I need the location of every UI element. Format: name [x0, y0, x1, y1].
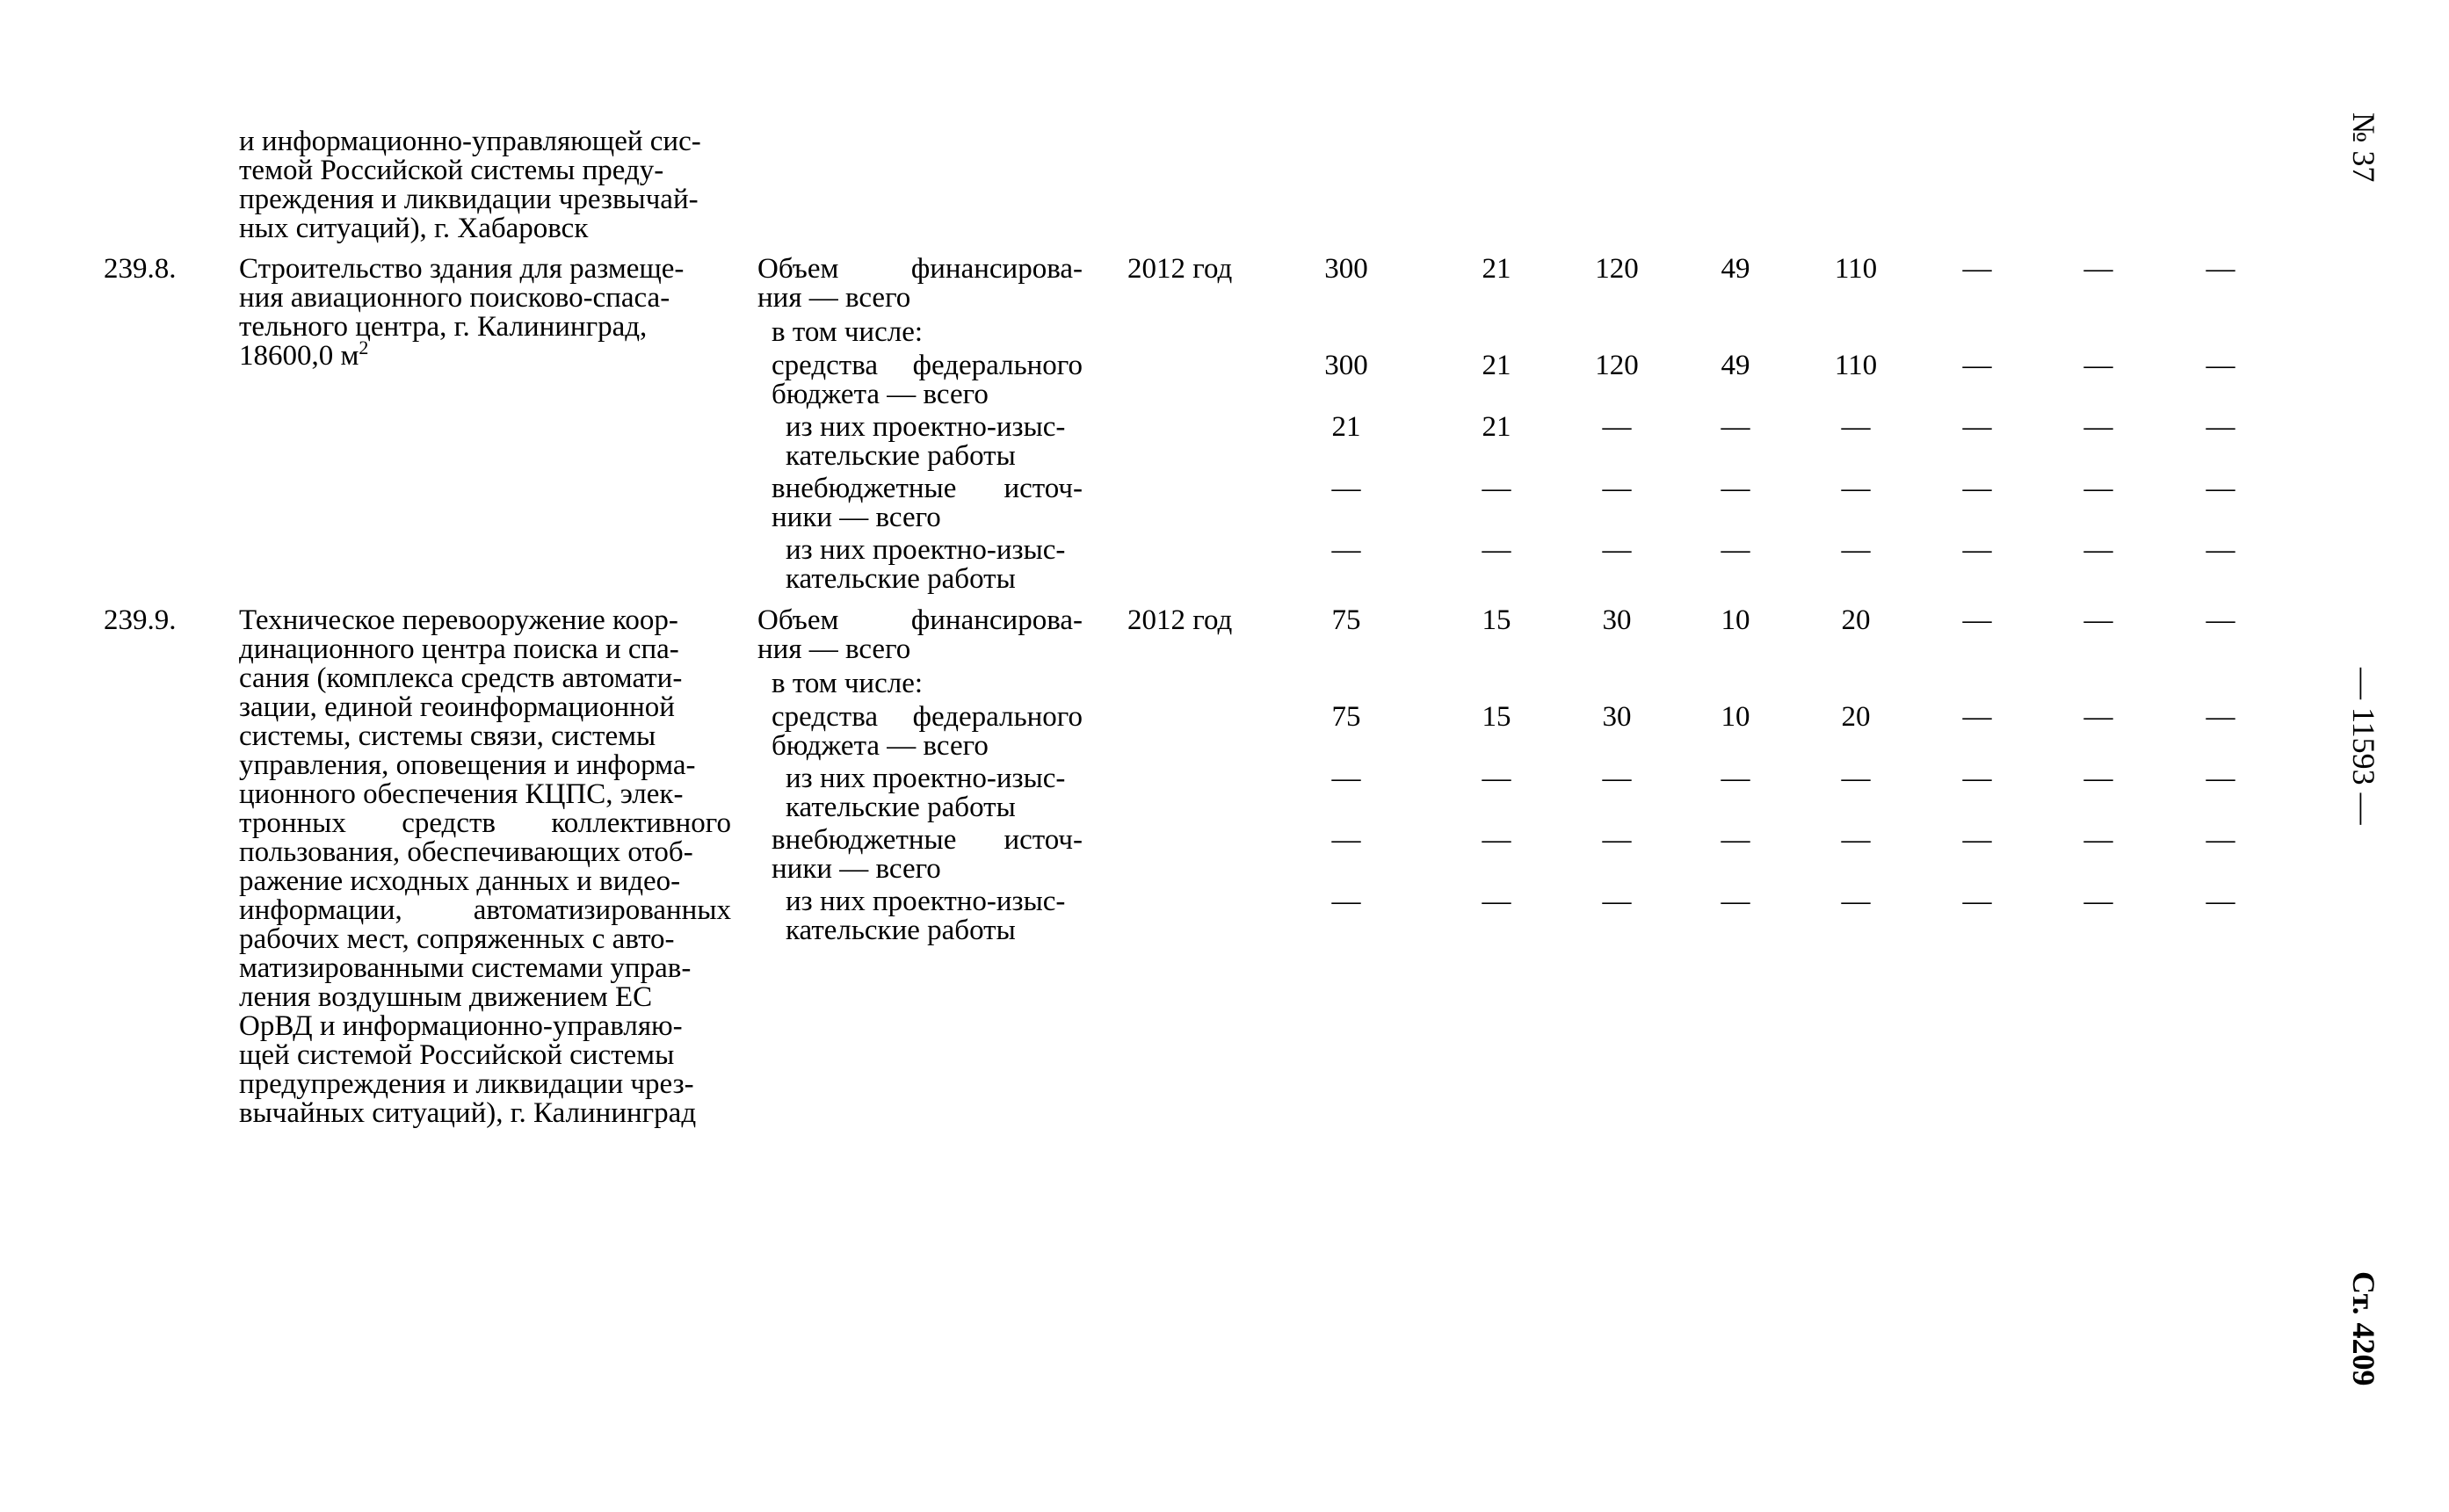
value-cell: —	[1721, 411, 1750, 443]
value-cell: —	[2083, 253, 2113, 285]
value-cell: —	[1482, 824, 1511, 856]
value-cell: 300	[1324, 350, 1368, 381]
value-cell: —	[2083, 824, 2113, 856]
value-cell: 30	[1602, 604, 1632, 636]
value-cell: —	[1482, 886, 1511, 917]
value-cell: —	[2083, 701, 2113, 733]
value-cell: 21	[1331, 411, 1361, 443]
value-cell: —	[1721, 473, 1750, 504]
value-cell: 120	[1595, 253, 1639, 285]
value-cell: —	[1962, 763, 1992, 794]
measure-label-federal: средства федерального бюджета — всего	[772, 350, 1083, 410]
value-cell: —	[1331, 534, 1361, 566]
value-cell: 300	[1324, 253, 1368, 285]
row-description: Техническое перевооружение коор- динационного центра поиска и спа- сания (комплекса средств автомати- зации, единой геоинформационной системы, системы связи, системы управления, оповещения и информа- ционного обеспечения КЦПС, элек- тронных средств коллективного пользования, обеспечивающих отоб- ражение исходных данных и видео- информации, автоматизированных рабочих мест, сопряженных с авто- матизированными системами управ- ления воздушным движением ЕС ОрВД и информационно-управляю- щей системой Российской системы предупреждения и ликвидации чрез- вычайных ситуаций), г. Калининград	[239, 604, 731, 1129]
value-cell: 110	[1834, 350, 1878, 381]
continuation-text: и информационно-управляющей сис- темой Российской системы преду- преждения и ликвидации чрезвычай- ных ситуаций), г. Хабаровск	[239, 126, 701, 244]
value-cell: —	[1602, 763, 1632, 794]
measure-label-design: из них проектно-изыс- кательские работы	[786, 763, 1066, 823]
value-cell: —	[1841, 534, 1871, 566]
measure-label-total: Объем финансирова- ния — всего	[757, 253, 1083, 314]
row-number: 239.8.	[104, 253, 177, 285]
value-cell: 21	[1482, 350, 1511, 381]
value-cell: —	[1841, 473, 1871, 504]
value-cell: 49	[1721, 350, 1750, 381]
value-cell: —	[1602, 473, 1632, 504]
value-cell: —	[1841, 411, 1871, 443]
value-cell: —	[2083, 886, 2113, 917]
value-cell: —	[2206, 763, 2235, 794]
value-cell: —	[1841, 763, 1871, 794]
measure-label-design-extra: из них проектно-изыс- кательские работы	[786, 886, 1066, 946]
value-cell: 110	[1834, 253, 1878, 285]
value-cell: —	[1962, 701, 1992, 733]
row-description: Строительство здания для размеще- ния авиационного поисково-спаса- тельного центра, г. Калининград, 18600,0 $м^2$	[239, 253, 685, 372]
value-cell: —	[2206, 253, 2235, 285]
value-cell: —	[2083, 604, 2113, 636]
measure-label-extrabudget: внебюджетные источ- ники — всего	[772, 824, 1083, 885]
measure-label-design-extra: из них проектно-изыс- кательские работы	[786, 534, 1066, 595]
value-cell: —	[2206, 886, 2235, 917]
value-cell: —	[2206, 534, 2235, 566]
value-cell: —	[1841, 824, 1871, 856]
value-cell: 75	[1331, 604, 1361, 636]
value-cell: —	[1721, 824, 1750, 856]
value-cell: —	[2206, 824, 2235, 856]
value-cell: 120	[1595, 350, 1639, 381]
value-cell: —	[1482, 534, 1511, 566]
value-cell: —	[1721, 886, 1750, 917]
value-cell: 49	[1721, 253, 1750, 285]
measure-label-including: в том числе:	[772, 668, 924, 699]
value-cell: —	[1962, 824, 1992, 856]
value-cell: 21	[1482, 411, 1511, 443]
value-cell: —	[1962, 350, 1992, 381]
issue-number: № 37	[2346, 112, 2381, 183]
value-cell: 20	[1841, 701, 1871, 733]
value-cell: —	[1721, 534, 1750, 566]
value-cell: 15	[1482, 604, 1511, 636]
measure-label-extrabudget: внебюджетные источ- ники — всего	[772, 473, 1083, 533]
value-cell: —	[2083, 473, 2113, 504]
value-cell: —	[1962, 411, 1992, 443]
value-cell: —	[1331, 886, 1361, 917]
value-cell: —	[1721, 763, 1750, 794]
value-cell: —	[1331, 824, 1361, 856]
value-cell: —	[1602, 886, 1632, 917]
value-cell: —	[1331, 763, 1361, 794]
value-cell: —	[2206, 350, 2235, 381]
article-number: Ст. 4209	[2346, 1271, 2381, 1386]
year-cell: 2012 год	[1127, 604, 1233, 636]
value-cell: —	[2206, 411, 2235, 443]
value-cell: —	[1962, 253, 1992, 285]
page-number: — 11593 —	[2346, 668, 2381, 825]
value-cell: 75	[1331, 701, 1361, 733]
value-cell: —	[1962, 886, 1992, 917]
value-cell: —	[2206, 604, 2235, 636]
value-cell: 30	[1602, 701, 1632, 733]
area-unit-superscript: 2	[359, 336, 369, 358]
value-cell: —	[1841, 886, 1871, 917]
value-cell: —	[1962, 604, 1992, 636]
value-cell: —	[1602, 824, 1632, 856]
value-cell: —	[1482, 763, 1511, 794]
value-cell: —	[2083, 411, 2113, 443]
value-cell: —	[2083, 350, 2113, 381]
value-cell: —	[1602, 411, 1632, 443]
value-cell: 20	[1841, 604, 1871, 636]
value-cell: —	[1962, 473, 1992, 504]
value-cell: —	[2083, 763, 2113, 794]
measure-label-federal: средства федерального бюджета — всего	[772, 701, 1083, 762]
value-cell: 10	[1721, 604, 1750, 636]
value-cell: —	[1331, 473, 1361, 504]
value-cell: 10	[1721, 701, 1750, 733]
value-cell: —	[1962, 534, 1992, 566]
measure-label-design: из них проектно-изыс- кательские работы	[786, 411, 1066, 472]
year-cell: 2012 год	[1127, 253, 1233, 285]
value-cell: 15	[1482, 701, 1511, 733]
value-cell: —	[2083, 534, 2113, 566]
measure-label-total: Объем финансирова- ния — всего	[757, 604, 1083, 665]
measure-label-including: в том числе:	[772, 316, 924, 348]
value-cell: —	[1602, 534, 1632, 566]
value-cell: —	[2206, 473, 2235, 504]
value-cell: 21	[1482, 253, 1511, 285]
value-cell: —	[1482, 473, 1511, 504]
row-number: 239.9.	[104, 604, 177, 636]
value-cell: —	[2206, 701, 2235, 733]
